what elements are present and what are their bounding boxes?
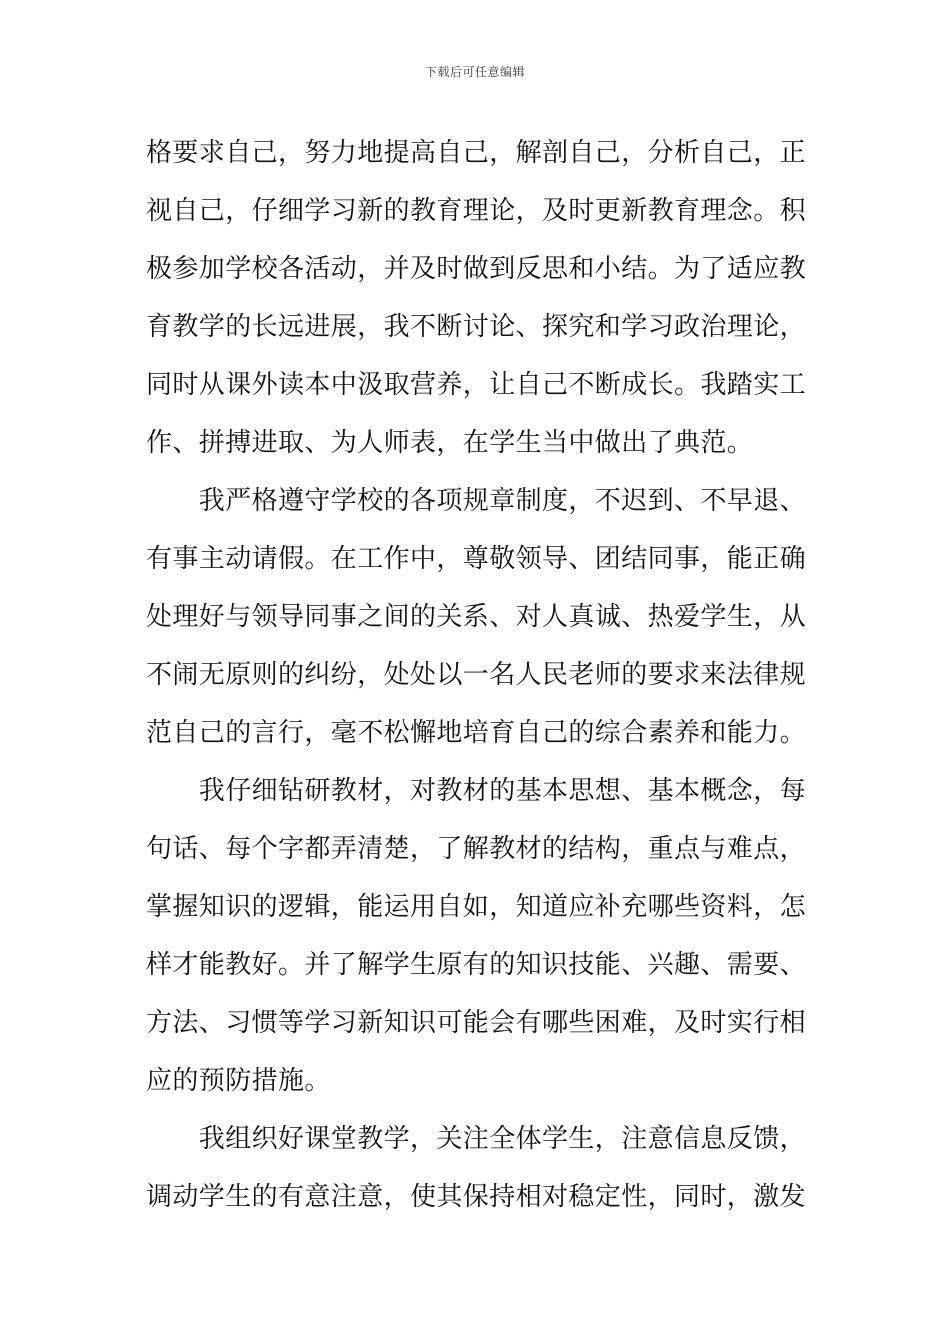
document-body	[146, 124, 806, 1226]
text-line: 掌握知识的逻辑，能运用自如，知道应补充哪些资料，怎	[146, 892, 807, 922]
text-line: 同时从课外读本中汲取营养，让自己不断成长。我踏实工	[146, 370, 807, 400]
text-line: 我仔细钻研教材，对教材的基本思想、基本概念，每	[146, 776, 807, 806]
text-line: 句话、每个字都弄清楚，了解教材的结构，重点与难点，	[146, 834, 807, 864]
text-line: 作、拼搏进取、为人师表，在学生当中做出了典范。	[146, 428, 754, 458]
text-line: 我组织好课堂教学，关注全体学生，注意信息反馈，	[146, 1124, 807, 1154]
text-line: 处理好与领导同事之间的关系、对人真诚、热爱学生，从	[146, 602, 807, 632]
text-line: 样才能教好。并了解学生原有的知识技能、兴趣、需要、	[146, 950, 807, 980]
page-header: 下载后可任意编辑	[424, 65, 525, 79]
text-line: 不闹无原则的纠纷，处处以一名人民老师的要求来法律规	[146, 660, 807, 690]
text-line: 育教学的长远进展，我不断讨论、探究和学习政治理论，	[146, 312, 807, 342]
text-line: 方法、习惯等学习新知识可能会有哪些困难，及时实行相	[146, 1008, 807, 1038]
paragraph	[146, 124, 806, 472]
text-line: 调动学生的有意注意，使其保持相对稳定性，同时，激发	[146, 1182, 807, 1212]
text-line: 极参加学校各活动，并及时做到反思和小结。为了适应教	[146, 254, 807, 284]
paragraph	[146, 1110, 806, 1226]
text-line: 视自己，仔细学习新的教育理论，及时更新教育理念。积	[146, 196, 807, 226]
paragraph	[146, 762, 806, 1110]
text-line: 格要求自己，努力地提高自己，解剖自己，分析自己，正	[146, 138, 807, 168]
text-line: 范自己的言行，毫不松懈地培育自己的综合素养和能力。	[146, 718, 807, 748]
text-line: 应的预防措施。	[146, 1066, 331, 1096]
text-line: 我严格遵守学校的各项规章制度，不迟到、不早退、	[146, 486, 807, 516]
text-line: 有事主动请假。在工作中，尊敬领导、团结同事，能正确	[146, 544, 807, 574]
paragraph	[146, 472, 806, 762]
